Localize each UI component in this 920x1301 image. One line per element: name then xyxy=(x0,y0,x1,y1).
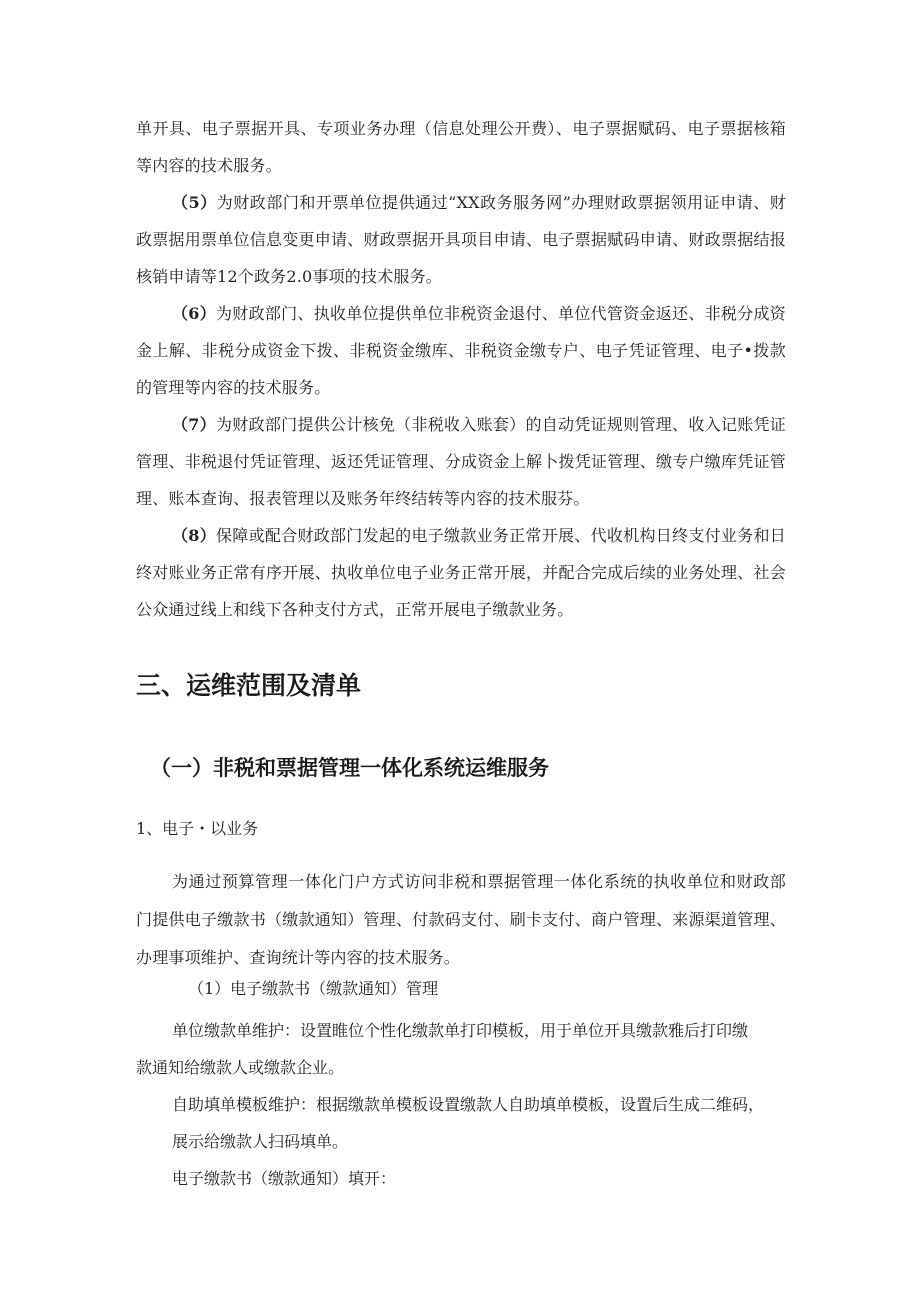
intro-paragraph: 为通过预算管理一体化门户方式访问非税和票据管理一体化系统的执收单位和财政部门提供电子缴款书（缴款通知）管理、付款码支付、刷卡支付、商户管理、来源渠道管理、办理事项维护、查询统计等内容的技术服务。 xyxy=(136,872,786,967)
fill-heading: 电子缴款书（缴款通知）填开： xyxy=(172,1169,397,1188)
unit-template-line-2: 款通知给缴款人或缴款企业。 xyxy=(136,1058,345,1077)
item-heading: 1、电子・以业务 xyxy=(136,819,259,838)
item-number: （8） xyxy=(172,526,216,545)
paragraph-text: 为财政部门和开票单位提供通过“XX政务服务网”办理财政票据领用证申请、财政票据用票单位信息变更申请、财政票据开具项目申请、电子票据赋码申请、财政票据结报核销申请等12个政务2.0事项的技术服务。 xyxy=(136,193,787,286)
item-number: （7） xyxy=(172,415,216,434)
item-number: （6） xyxy=(172,304,216,323)
paragraph-item-8 xyxy=(136,517,786,628)
paragraph-item-5 xyxy=(136,184,786,295)
subitem-heading: （1）电子缴款书（缴款通知）管理 xyxy=(188,979,439,998)
paragraph-text: 为财政部门、执收单位提供单位非税资金退付、单位代管资金返还、非税分成资金上解、非税分成资金下拨、非税资金缴库、非税资金缴专户、电子凭证管理、电子•拨款的管理等内容的技术服务。 xyxy=(136,304,786,397)
subsection-heading: （一）非税和票据管理一体化系统运维服务 xyxy=(150,756,549,780)
paragraph-continuation xyxy=(136,110,786,184)
item-number: （5） xyxy=(172,193,217,212)
self-fill-line-1: 自助填单模板维护：根据缴款单模板设置缴款人自助填单模板，设置后生成二维码， xyxy=(172,1095,765,1114)
unit-template-line-1: 单位缴款单维护：设置睢位个性化缴款单打印模板，用于单位开具缴款雅后打印缴 xyxy=(172,1021,749,1040)
paragraph-text: 为财政部门提供公计核免（非税收入账套）的自动凭证规则管理、收入记账凭证管理、非税退付凭证管理、返还凭证管理、分成资金上解卜拨凭证管理、缴专户缴库凭证管理、账本查询、报表管理以及账务年终结转等内容的技术服芬。 xyxy=(136,415,786,508)
paragraph-text: 保障或配合财政部门发起的电子缴款业务正常开展、代收机构日终支付业务和日终对账业务正常有序开展、执收单位电子业务正常开展，并配合完成后续的业务处理、社会公众通过线上和线下各种支付方式，正常开展电子缴款业务。 xyxy=(136,526,786,619)
paragraph-item-6 xyxy=(136,295,786,406)
section-heading: 三、运维范围及清单 xyxy=(136,671,362,700)
self-fill-line-2: 展示给缴款人扫码填单。 xyxy=(172,1132,349,1151)
paragraph-text: 单开具、电子票据开具、专项业务办理（信息处理公开费）、电子票据赋码、电子票据核箱等内容的技术服务。 xyxy=(136,119,786,175)
paragraph-item-7 xyxy=(136,406,786,517)
